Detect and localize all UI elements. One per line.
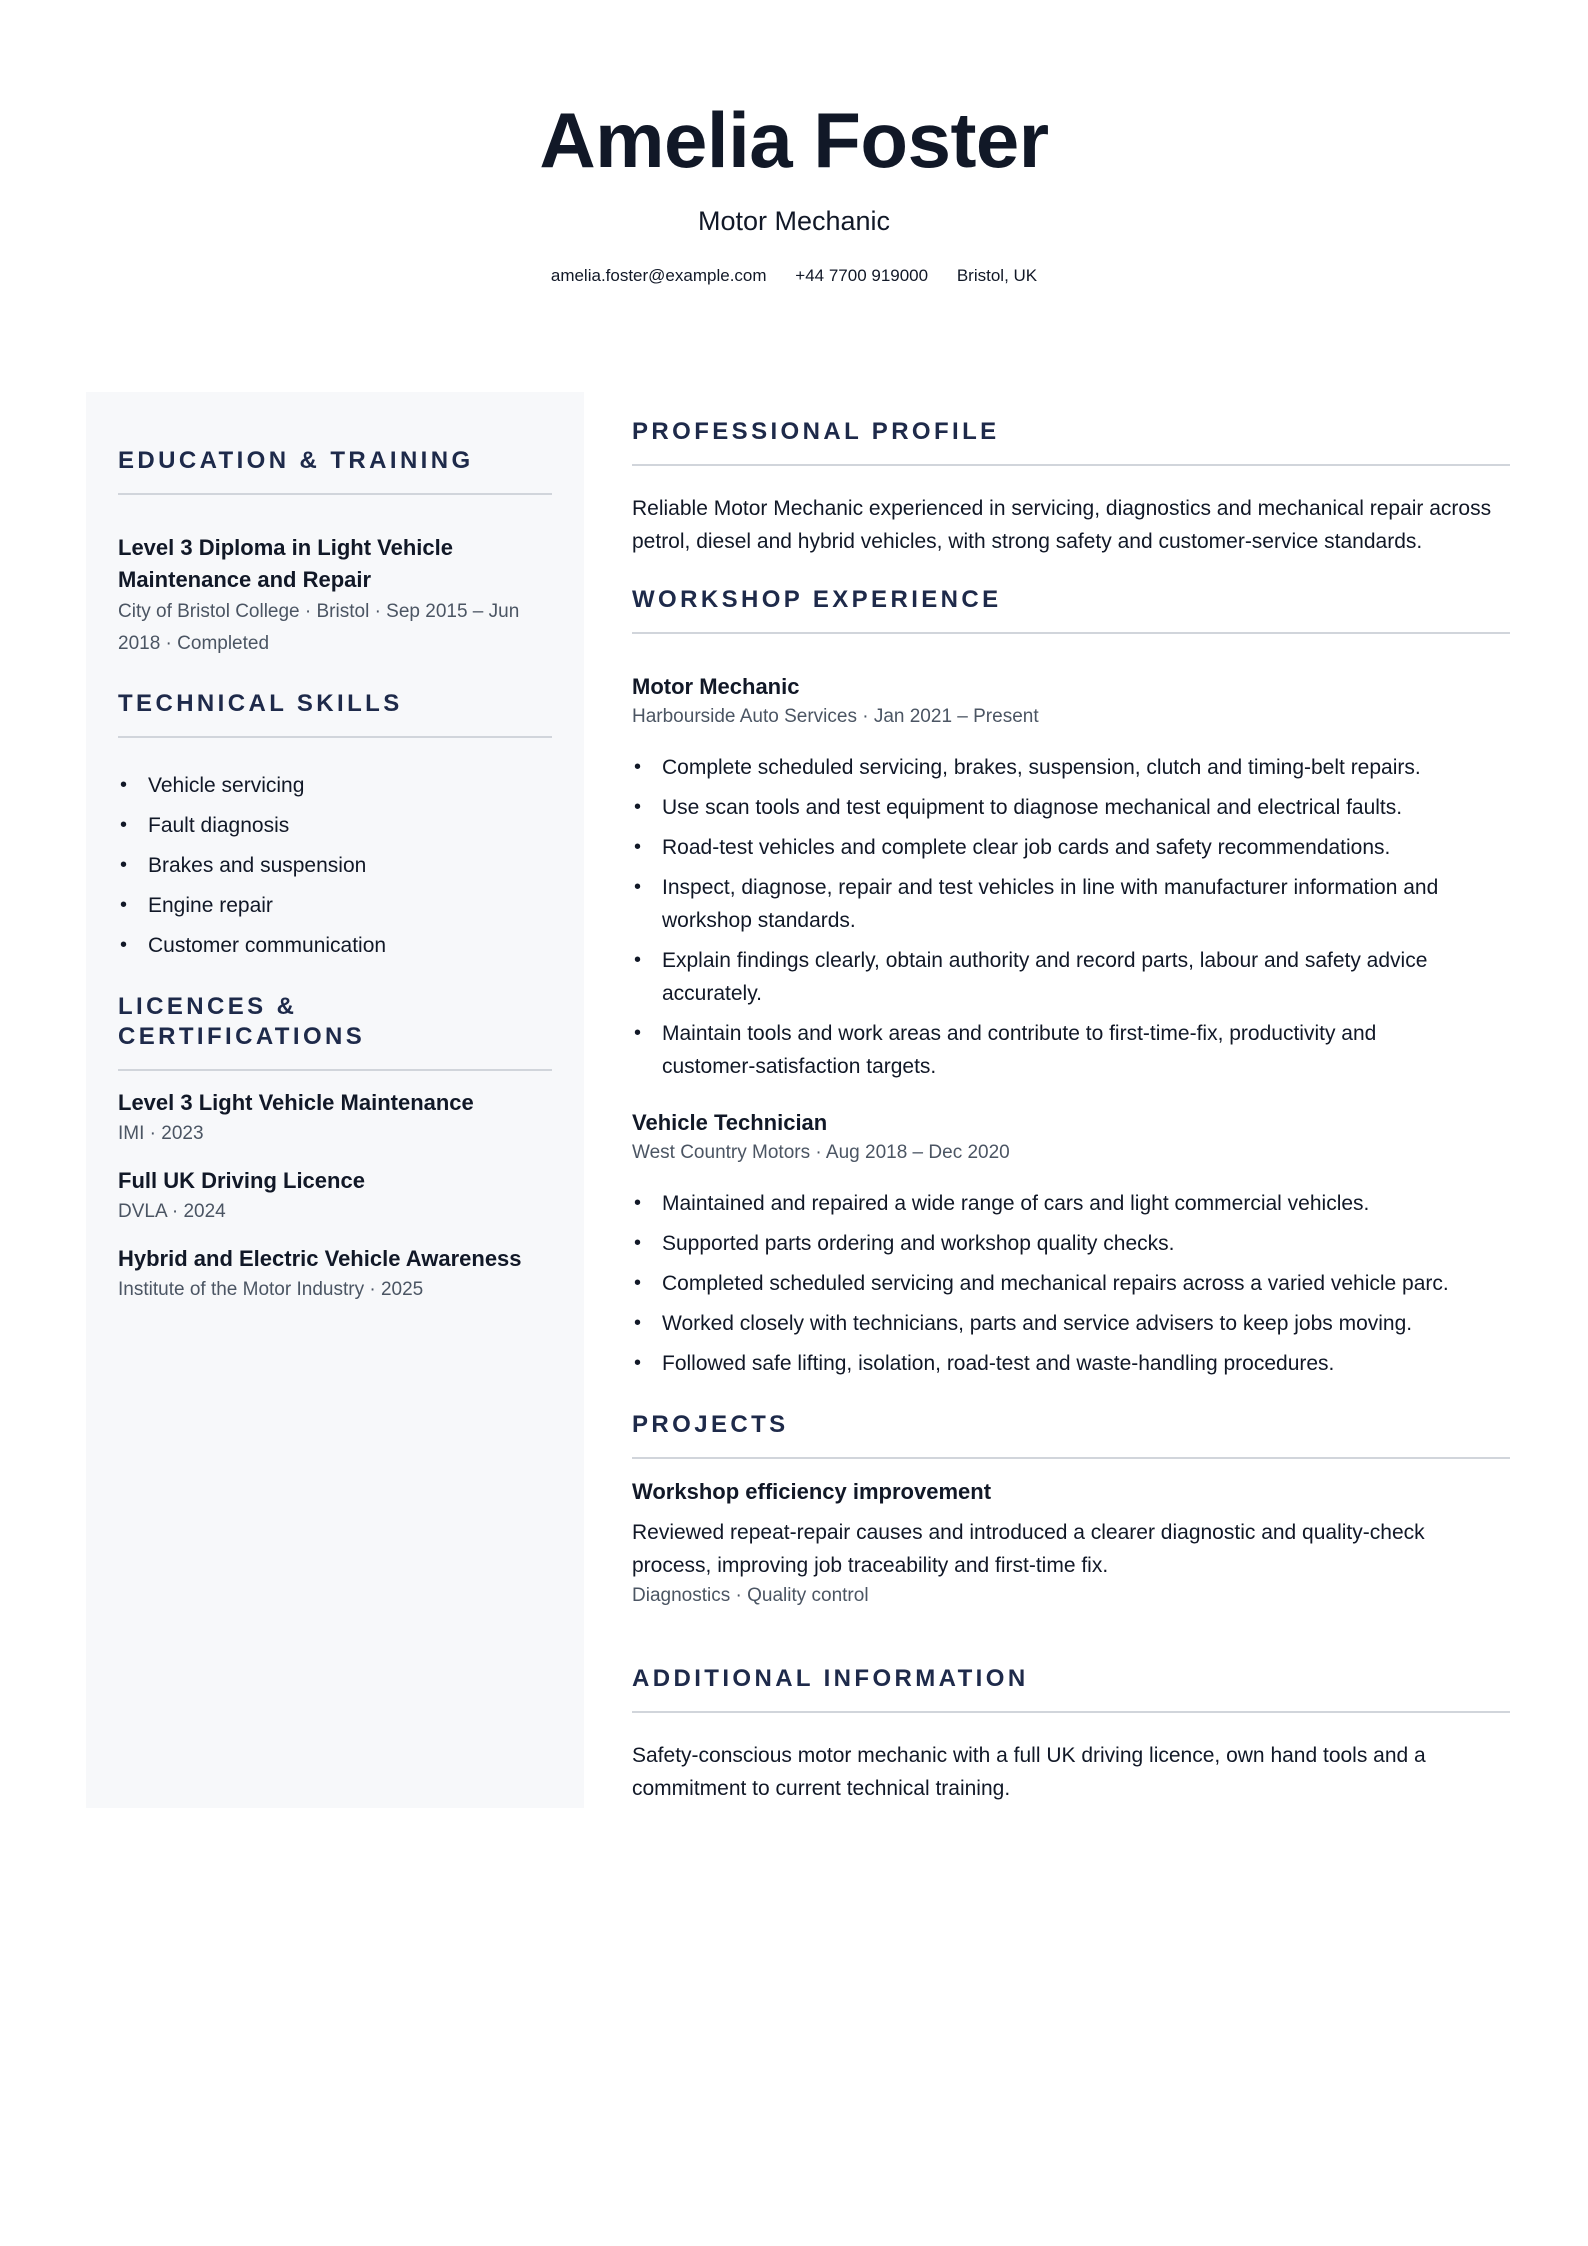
- profile-summary: [632, 492, 1510, 558]
- licences-section: [118, 992, 552, 1305]
- contact-line: [0, 264, 1588, 288]
- education-heading: EDUCATION & TRAINING: [118, 447, 474, 474]
- project-item: [632, 1476, 1510, 1610]
- section-divider: [632, 464, 1510, 466]
- section-divider: [118, 736, 552, 738]
- licences-heading: LICENCES & CERTIFICATIONS: [118, 993, 366, 1050]
- job-bullets: [632, 751, 1510, 1083]
- additional-text: [632, 1739, 1510, 1805]
- job-bullet: • Complete scheduled servicing, brakes, suspension, clutch and timing-belt repairs.: [632, 751, 1510, 784]
- contact-phone: +44 7700 919000: [795, 266, 929, 285]
- job-bullet: • Road-test vehicles and complete clear job cards and safety recommendations.: [632, 831, 1510, 864]
- candidate-name: Amelia Foster: [539, 96, 1049, 184]
- job-bullet: • Followed safe lifting, isolation, road-test and waste-handling procedures.: [632, 1347, 1510, 1380]
- job-meta: Harbourside Auto Services · Jan 2021 – Present: [632, 706, 1039, 727]
- profile-line: Reliable Motor Mechanic experienced in servicing, diagnostics and mechanical repair across: [632, 497, 1492, 520]
- education-item-title: [118, 532, 552, 596]
- job-bullet: • Use scan tools and test equipment to diagnose mechanical and electrical faults.: [632, 791, 1510, 824]
- skill-item: • Engine repair: [118, 889, 552, 922]
- education-title-line: Level 3 Diploma in Light Vehicle: [118, 535, 453, 560]
- education-meta-line: City of Bristol College · Bristol · Sep 2015 – Jun: [118, 601, 520, 622]
- licence-item: [118, 1243, 552, 1305]
- projects-heading: PROJECTS: [632, 1411, 789, 1438]
- experience-section: [632, 585, 1510, 1380]
- skill-item: • Brakes and suspension: [118, 849, 552, 882]
- project-line: process, improving job traceability and first-time fix.: [632, 1554, 1109, 1577]
- job-bullet: • Explain findings clearly, obtain authority and record parts, labour and safety advice accurately.: [632, 944, 1510, 1010]
- additional-line: commitment to current technical training.: [632, 1777, 1011, 1800]
- contact-location: Bristol, UK: [956, 266, 1038, 285]
- job-title: Vehicle Technician: [632, 1110, 828, 1135]
- education-item-meta: [118, 596, 552, 660]
- sidebar: [86, 392, 584, 1808]
- job-bullet: • Worked closely with technicians, parts and service advisers to keep jobs moving.: [632, 1307, 1510, 1340]
- licence-title: Level 3 Light Vehicle Maintenance: [118, 1090, 474, 1115]
- job-entry: [632, 1107, 1510, 1380]
- project-title: Workshop efficiency improvement: [632, 1479, 992, 1504]
- section-divider: [118, 493, 552, 495]
- job-bullets: [632, 1187, 1510, 1380]
- job-bullet: • Maintained and repaired a wide range of cars and light commercial vehicles.: [632, 1187, 1510, 1220]
- section-divider: [632, 632, 1510, 634]
- additional-line: Safety-conscious motor mechanic with a full UK driving licence, own hand tools and a: [632, 1744, 1426, 1767]
- project-description: [632, 1516, 1510, 1582]
- profile-heading: PROFESSIONAL PROFILE: [632, 418, 1000, 445]
- section-divider: [632, 1457, 1510, 1459]
- contact-email: amelia.foster@example.com: [550, 266, 767, 285]
- profile-section: [632, 417, 1510, 558]
- projects-section: [632, 1410, 1510, 1610]
- education-meta-line: 2018 · Completed: [118, 633, 270, 654]
- skill-item: • Fault diagnosis: [118, 809, 552, 842]
- education-section: [118, 446, 552, 660]
- skills-heading: TECHNICAL SKILLS: [118, 690, 403, 717]
- licence-meta: IMI · 2023: [118, 1123, 204, 1144]
- section-divider: [632, 1711, 1510, 1713]
- job-bullet: • Supported parts ordering and workshop quality checks.: [632, 1227, 1510, 1260]
- additional-section: [632, 1664, 1510, 1805]
- skill-item: • Vehicle servicing: [118, 769, 552, 802]
- project-tags: Diagnostics · Quality control: [632, 1585, 869, 1606]
- job-title: Motor Mechanic: [632, 674, 800, 699]
- project-line: Reviewed repeat-repair causes and introduced a clearer diagnostic and quality-check: [632, 1521, 1425, 1544]
- job-meta: West Country Motors · Aug 2018 – Dec 2020: [632, 1142, 1010, 1163]
- licence-title: Hybrid and Electric Vehicle Awareness: [118, 1246, 522, 1271]
- section-divider: [118, 1069, 552, 1071]
- skills-section: [118, 689, 552, 962]
- job-title: Motor Mechanic: [697, 206, 891, 236]
- job-bullet: • Maintain tools and work areas and contribute to first-time-fix, productivity and customer-satisfaction targets.: [632, 1017, 1510, 1083]
- skill-item: • Customer communication: [118, 929, 552, 962]
- profile-line: petrol, diesel and hybrid vehicles, with strong safety and customer-service standards.: [632, 530, 1423, 553]
- education-item: [118, 532, 552, 660]
- licence-item: [118, 1165, 552, 1227]
- licence-meta: Institute of the Motor Industry · 2025: [118, 1279, 424, 1300]
- education-title-line: Maintenance and Repair: [118, 567, 372, 592]
- additional-heading: ADDITIONAL INFORMATION: [632, 1665, 1029, 1692]
- resume-header: [0, 90, 1588, 288]
- job-bullet: • Completed scheduled servicing and mechanical repairs across a varied vehicle parc.: [632, 1267, 1510, 1300]
- licence-item: [118, 1087, 552, 1149]
- licence-meta: DVLA · 2024: [118, 1201, 226, 1222]
- licence-title: Full UK Driving Licence: [118, 1168, 365, 1193]
- experience-heading: WORKSHOP EXPERIENCE: [632, 586, 1002, 613]
- skills-list: [118, 769, 552, 962]
- job-entry: [632, 671, 1510, 1083]
- job-bullet: • Inspect, diagnose, repair and test vehicles in line with manufacturer information and workshop standards.: [632, 871, 1510, 937]
